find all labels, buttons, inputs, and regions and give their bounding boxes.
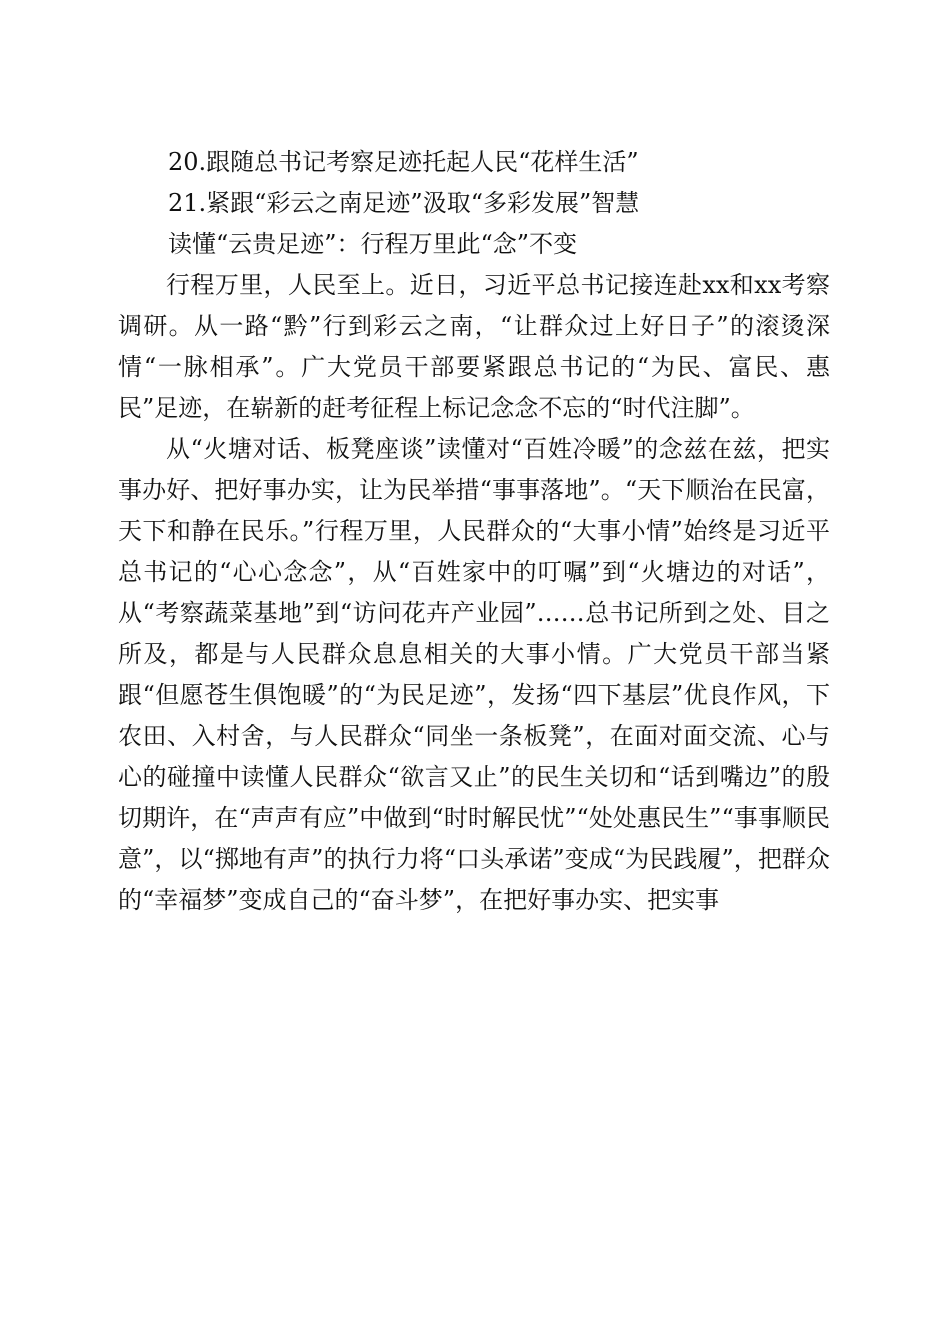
paragraph-intro: 行程万里，人民至上。近日，习近平总书记接连赴xx和xx考察调研。从一路“黔”行到彩云之南，“让群众过上好日子”的滚烫深情“一脉相承”。广大党员干部要紧跟总书记的“为民、富民、惠民”足迹，在崭新的赶考征程上标记念念不忘的“时代注脚”。 bbox=[118, 271, 830, 422]
paragraph-body: 从“火塘对话、板凳座谈”读懂对“百姓冷暖”的念兹在兹，把实事办好、把好事办实，让为民举措“事事落地”。“天下顺治在民富，天下和静在民乐。”行程万里，人民群众的“大事小情”始终是习近平总书记的“心心念念”，从“百姓家中的叮嘱”到“火塘边的对话”，从“考察蔬菜基地”到“访问花卉产业园”……总书记所到之处、目之所及，都是与人民群众息息相关的大事小情。广大党员干部当紧跟“但愿苍生俱饱暖”的“为民足迹”，发扬“四下基层”优良作风，下农田、入村舍，与人民群众“同坐一条板凳”，在面对面交流、心与心的碰撞中读懂人民群众“欲言又止”的民生关切和“话到嘴边”的殷切期许，在“声声有应”中做到“时时解民忧”“处处惠民生”“事事顺民意”，以“掷地有声”的执行力将“口头承诺”变成“为民践履”，把群众的“幸福梦”变成自己的“奋斗梦”，在把好事办实、把实事 bbox=[118, 435, 830, 914]
section-title: 读懂“云贵足迹”：行程万里此“念”不变 bbox=[168, 230, 578, 258]
list-item-21: 21.紧跟“彩云之南足迹”汲取“多彩发展”智慧 bbox=[168, 189, 640, 217]
document-page bbox=[118, 142, 830, 921]
list-item-20: 20.跟随总书记考察足迹托起人民“花样生活” bbox=[168, 148, 639, 176]
